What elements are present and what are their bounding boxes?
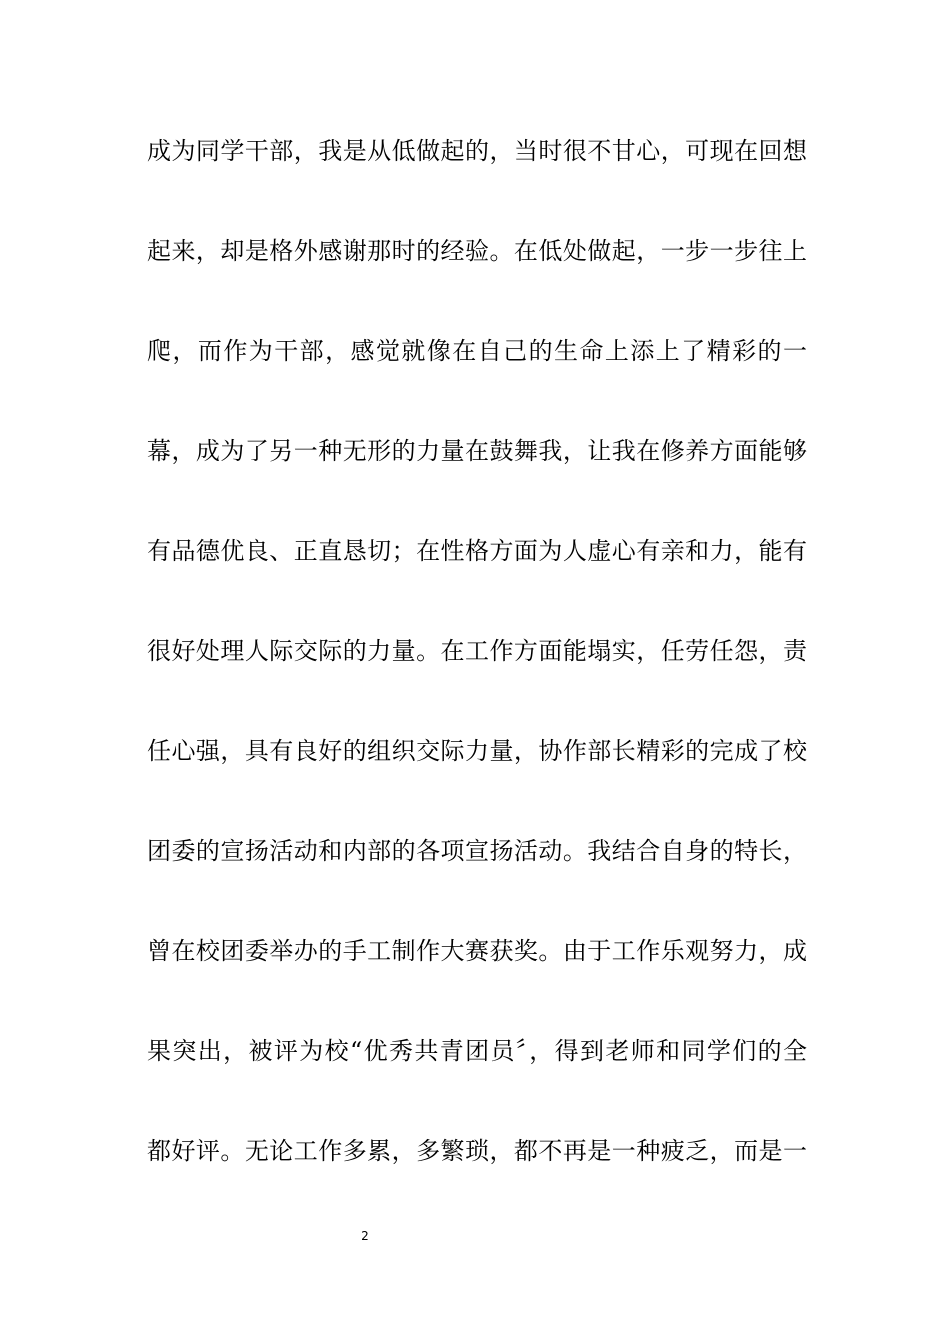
body-text-line: 果突出，被评为校“优秀共青团员〞，得到老师和同学们的全	[147, 1037, 807, 1065]
body-text-line: 有品德优良、正直恳切；在性格方面为人虚心有亲和力，能有	[147, 537, 807, 565]
body-text-line: 起来，却是格外感谢那时的经验。在低处做起，一步一步往上	[147, 237, 807, 265]
body-text-line: 团委的宣扬活动和内部的各项宣扬活动。我结合自身的特长，	[147, 837, 807, 865]
body-text-line: 都好评。无论工作多累，多繁琐，都不再是一种疲乏，而是一	[147, 1137, 807, 1165]
body-text-line: 幕，成为了另一种无形的力量在鼓舞我，让我在修养方面能够	[147, 437, 807, 465]
page-number: 2	[361, 1229, 369, 1243]
body-text-line: 曾在校团委举办的手工制作大赛获奖。由于工作乐观努力，成	[147, 937, 807, 965]
body-text-line: 很好处理人际交际的力量。在工作方面能塌实，任劳任怨，责	[147, 637, 807, 665]
body-text-line: 爬，而作为干部，感觉就像在自己的生命上添上了精彩的一	[147, 337, 807, 365]
body-text-line: 成为同学干部，我是从低做起的，当时很不甘心，可现在回想	[147, 137, 807, 165]
body-text-line: 任心强，具有良好的组织交际力量，协作部长精彩的完成了校	[147, 737, 807, 765]
